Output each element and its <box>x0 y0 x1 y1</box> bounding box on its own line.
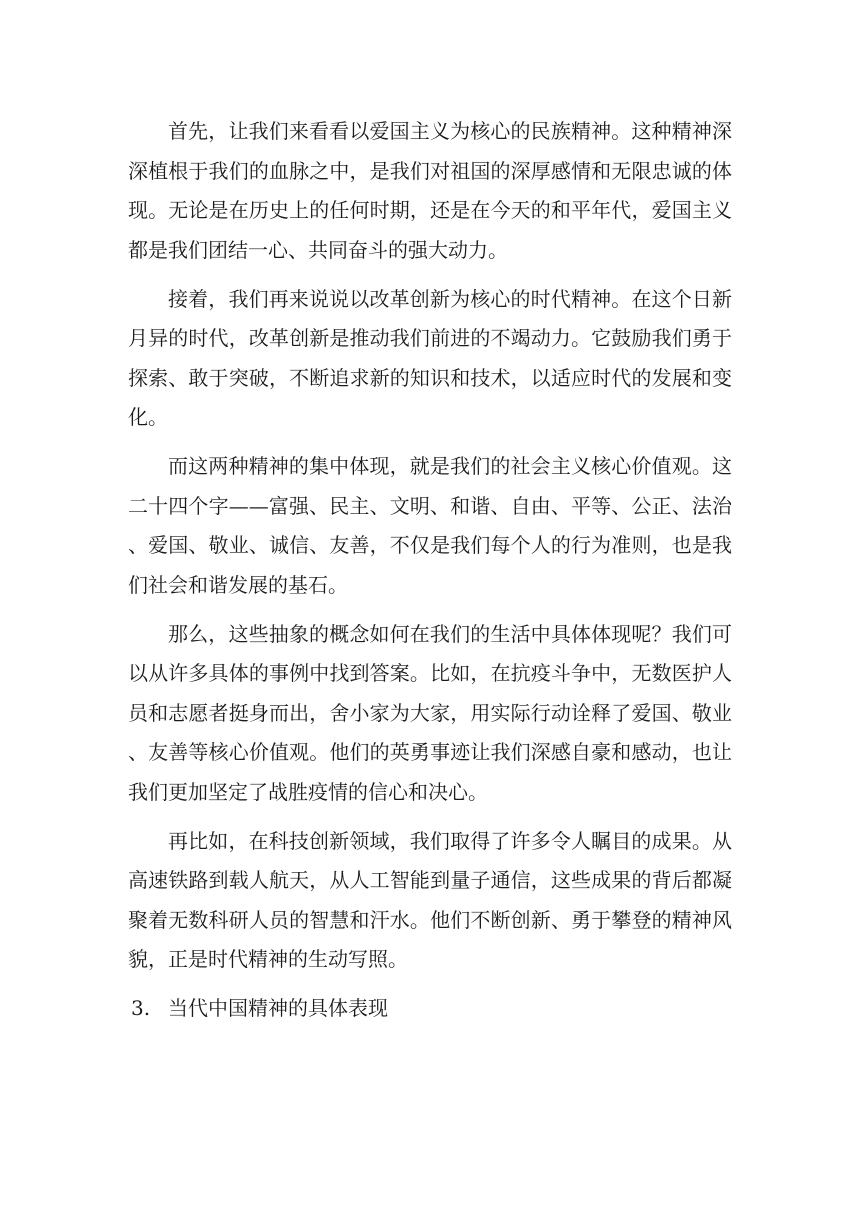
paragraph-era-spirit: 接着，我们再来说说以改革创新为核心的时代精神。在这个日新月异的时代，改革创新是推动我们前进的不竭动力。它鼓励我们勇于探索、敢于突破，不断追求新的知识和技术，以适应时代的发展和变化。 <box>128 286 732 429</box>
paragraph-core-values: 而这两种精神的集中体现，就是我们的社会主义核心价值观。这二十四个字——富强、民主、文明、和谐、自由、平等、公正、法治、爱国、敬业、诚信、友善，不仅是我们每个人的行为准则，也是我们社会和谐发展的基石。 <box>128 454 732 597</box>
section-heading <box>131 989 732 1029</box>
section-number: 3. <box>131 996 151 1020</box>
paragraph-national-spirit: 首先，让我们来看看以爱国主义为核心的民族精神。这种精神深深植根于我们的血脉之中，是我们对祖国的深厚感情和无限忠诚的体现。无论是在历史上的任何时期，还是在今天的和平年代，爱国主义都是我们团结一心、共同奋斗的强大动力。 <box>128 119 732 262</box>
paragraph-technology-example: 再比如，在科技创新领域，我们取得了许多令人瞩目的成果。从高速铁路到载人航天，从人工智能到量子通信，这些成果的背后都凝聚着无数科研人员的智慧和汗水。他们不断创新、勇于攀登的精神风貌，正是时代精神的生动写照。 <box>128 828 732 971</box>
section-title: 当代中国精神的具体表现 <box>168 996 388 1020</box>
paragraph-pandemic-example: 那么，这些抽象的概念如何在我们的生活中具体体现呢？我们可以从许多具体的事例中找到答案。比如，在抗疫斗争中，无数医护人员和志愿者挺身而出，舍小家为大家，用实际行动诠释了爱国、敬业、友善等核心价值观。他们的英勇事迹让我们深感自豪和感动，也让我们更加坚定了战胜疫情的信心和决心。 <box>128 621 732 804</box>
document-body <box>128 112 732 1029</box>
